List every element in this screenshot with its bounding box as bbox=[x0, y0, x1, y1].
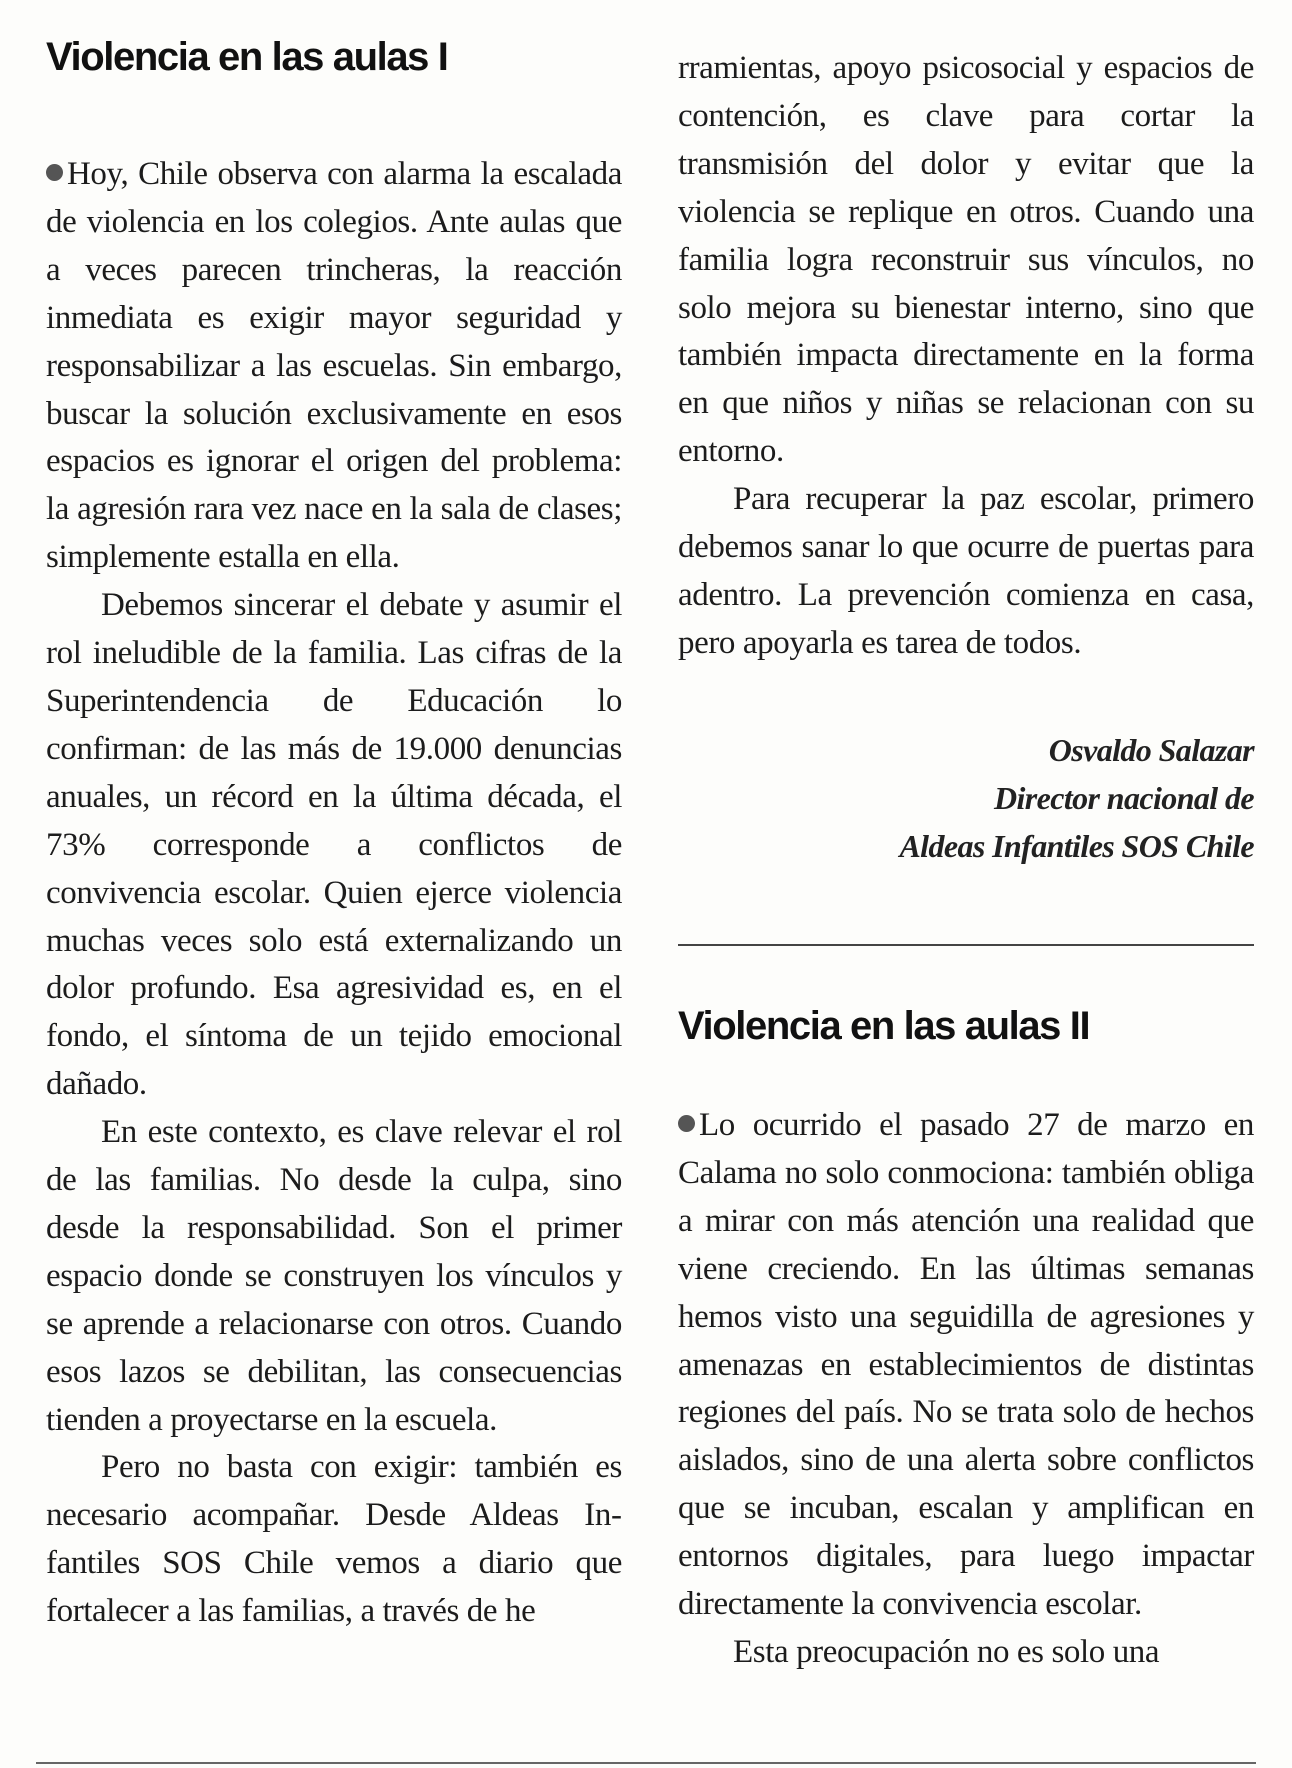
author-name: Osvaldo Salazar bbox=[1048, 731, 1254, 768]
article-1-paragraph bbox=[46, 151, 622, 582]
article-2-paragraph: Esta preocupación no es solo una bbox=[733, 1633, 1160, 1670]
article-1-column-left bbox=[46, 0, 622, 1636]
article-1-paragraph bbox=[46, 1444, 622, 1636]
article-2-body bbox=[678, 1102, 1254, 1677]
article-2-paragraph bbox=[678, 1102, 1254, 1629]
article-1-paragraph: En este contexto, es clave relevar el rol de las familias. No desde la culpa, sino desde la responsabilidad. Son el primer espacio donde se construyen los vínculos y se aprende a relacionarse con otros. Cuando esos lazos se debilitan, las consecuencias tienden a proyectarse en la escuela. bbox=[46, 1114, 622, 1438]
article-2-paragraph-text: Lo ocurrido el pasado 27 de marzo en Calama no solo conmociona: también obliga a mirar con más atención una realidad que viene creciendo. En las últimas semanas hemos visto una seguidilla de agresiones y amenazas en establecimientos de distintas regiones del país. No se trata solo de hechos aislados, sino de una alerta sobre conflictos que se incuban, escalan y amplifican en entornos digitales, para luego impactar directamente la convivencia escolar. bbox=[678, 1107, 1254, 1623]
article-1-paragraph-text: Pero no basta con exigir: también es necesario acompañar. Desde Aldeas Infantiles SOS Chile vemos a diario que fortalecer a las familias, a través de he bbox=[46, 1449, 622, 1630]
article-1-paragraph-continued: rramientas, apoyo psicosocial y espacios de contención, es clave para cortar la transmisión del dolor y evitar que la violencia se replique en otros. Cuando una familia logra reconstruir sus vínculos, no solo mejora su bienestar interno, sino que también impacta directamente en la forma en que niños y niñas se relacionan con su entorno. bbox=[678, 50, 1254, 470]
article-column-right bbox=[678, 0, 1254, 1670]
article-divider bbox=[678, 944, 1254, 946]
article-1-title: Violencia en las aulas I bbox=[46, 35, 448, 79]
article-1-paragraph: Para recuperar la paz escolar, primero debemos sanar lo que ocurre de puertas para adentro. La prevención comienza en casa, pero apoyarla es tarea de todos. bbox=[678, 481, 1254, 661]
bullet-icon bbox=[678, 1115, 695, 1132]
author-organization: Aldeas Infantiles SOS Chile bbox=[899, 827, 1254, 864]
bottom-rule bbox=[36, 1762, 1256, 1764]
article-1-paragraph-text: Hoy, Chile observa con alarma la escalada de violencia en los colegios. Ante aulas que a veces parecen trincheras, la reacción inmediata es exigir mayor seguridad y responsabilizar a las escuelas. Sin embargo, buscar la solución exclusivamente en esos espacios es ignorar el origen del problema: la agresión rara vez nace en la sala de clases; simplemente estalla en ella. bbox=[46, 156, 622, 576]
article-1-body-part-1 bbox=[46, 151, 622, 1636]
bullet-icon bbox=[46, 164, 63, 181]
author-role: Director nacional de bbox=[994, 779, 1254, 816]
article-2-title: Violencia en las aulas II bbox=[678, 1004, 1090, 1048]
article-1-signature bbox=[678, 726, 1254, 870]
article-1-paragraph: Debemos sincerar el debate y asumir el rol ineludible de la familia. Las cifras de la Superintendencia de Educación lo confirman: de las más de 19.000 denuncias anuales, un récord en la última década, el 73% corresponde a conflictos de convivencia escolar. Quien ejerce violencia muchas veces solo está externalizando un dolor profundo. Esa agresividad es, en el fondo, el síntoma de un tejido emocional dañado. bbox=[46, 587, 622, 1103]
article-1-body-part-2 bbox=[678, 45, 1254, 668]
